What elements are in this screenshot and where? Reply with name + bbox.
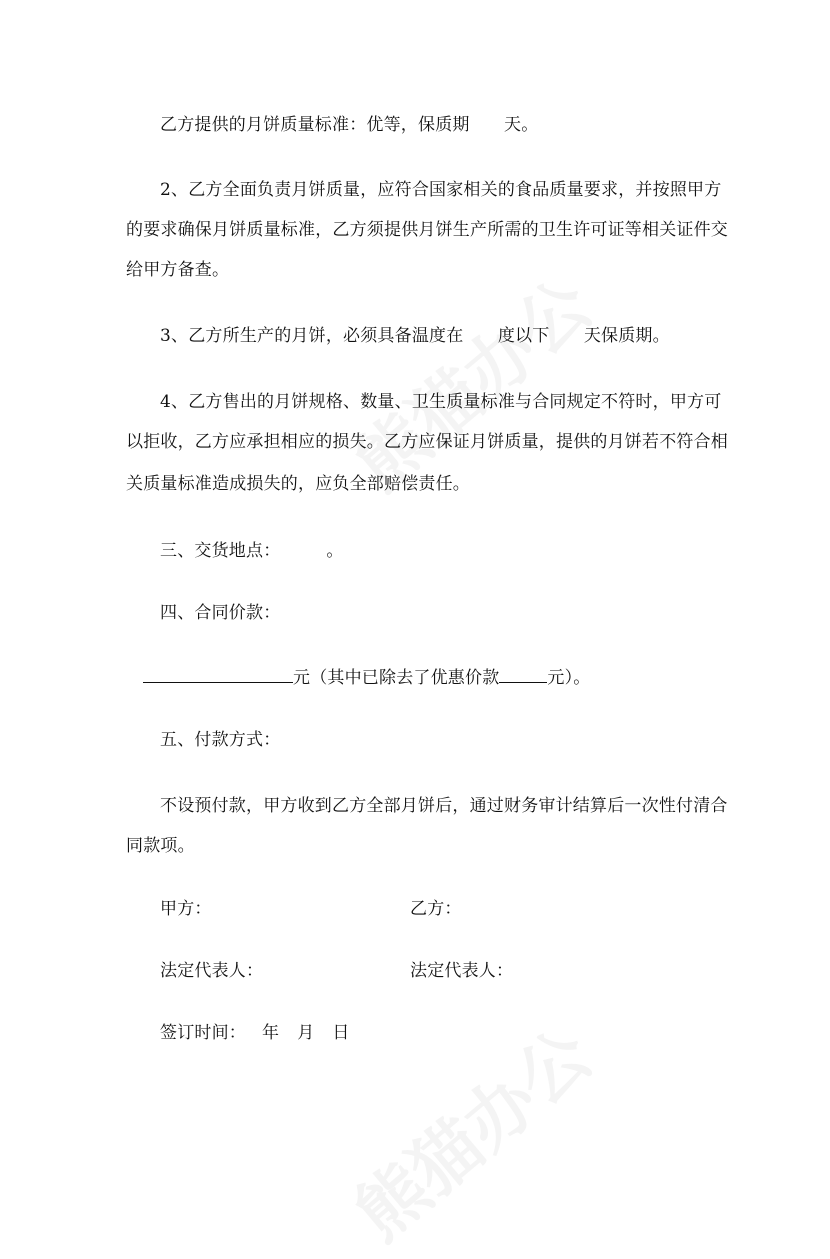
date-year: 年 [262, 1023, 280, 1043]
contract-price-line [143, 664, 591, 690]
payment-method-heading: 五、付款方式： [160, 730, 281, 750]
quality-standard-line: 乙方提供的月饼质量标准：优等，保质期 天。 [160, 115, 539, 135]
watermark-top [330, 252, 609, 509]
signing-date [160, 1021, 350, 1045]
party-a-label: 甲方： [160, 899, 212, 919]
clause2-line3: 给甲方备查。 [126, 260, 230, 280]
clause4-line3: 关质量标准造成损失的，应负全部赔偿责任。 [126, 474, 470, 494]
price-text-b: 元）。 [547, 668, 591, 688]
delivery-heading: 三、交货地点： [160, 541, 281, 561]
payment-body-line2: 同款项。 [126, 836, 195, 856]
delivery-tail: 。 [326, 541, 344, 561]
date-month: 月 [297, 1023, 315, 1043]
price-text-a: 元（其中已除去了优惠价款 [293, 668, 500, 688]
date-day: 日 [332, 1023, 350, 1043]
clause4-line2: 以拒收，乙方应承担相应的损失。乙方应保证月饼质量，提供的月饼若不符合相 [126, 432, 728, 452]
price-blank[interactable] [143, 664, 293, 683]
party-b-representative: 法定代表人： [410, 961, 514, 981]
party-a-representative: 法定代表人： [160, 961, 264, 981]
contract-price-heading: 四、合同价款： [160, 603, 281, 623]
clause2-line1: 2、乙方全面负责月饼质量，应符合国家相关的食品质量要求，并按照甲方 [160, 180, 722, 200]
clause4-line1: 4、乙方售出的月饼规格、数量、卫生质量标准与合同规定不符时，甲方可 [160, 392, 722, 412]
signing-date-label: 签订时间： [160, 1023, 246, 1043]
party-b-label: 乙方： [410, 899, 462, 919]
payment-body-line1: 不设预付款，甲方收到乙方全部月饼后，通过财务审计结算后一次性付清合 [160, 796, 728, 816]
clause2-line2: 的要求确保月饼质量标准，乙方须提供月饼生产所需的卫生许可证等相关证件交 [126, 220, 728, 240]
clause3-line1: 3、乙方所生产的月饼，必须具备温度在 度以下 天保质期。 [160, 326, 670, 346]
discount-blank[interactable] [499, 664, 547, 683]
delivery-location [160, 539, 344, 563]
watermark-bottom [330, 1002, 609, 1259]
